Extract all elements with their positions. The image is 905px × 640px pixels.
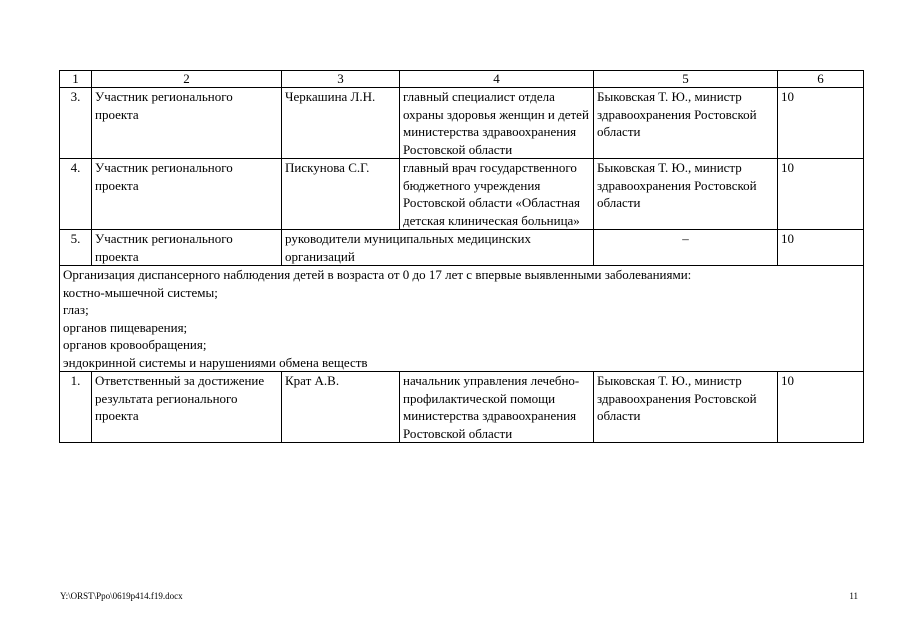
- role-cell: Участник регионального проекта: [92, 88, 282, 159]
- share-cell: 10: [778, 230, 864, 266]
- section-description: [60, 266, 864, 372]
- position-cell: начальник управления лечебно-профилактической помощи министерства здравоохранения Ростовской области: [400, 372, 594, 443]
- section-line: Организация диспансерного наблюдения детей в возраста от 0 до 17 лет с впервые выявленными заболеваниями:: [63, 267, 692, 282]
- footer-file-path: Y:\ORST\Ppo\0619p414.f19.docx: [60, 591, 183, 601]
- name-position-cell: руководители муниципальных медицинских организаций: [282, 230, 594, 266]
- role-cell: Участник регионального проекта: [92, 159, 282, 230]
- header-cell: 4: [400, 71, 594, 88]
- table-row: [60, 230, 864, 266]
- supervisor-cell: Быковская Т. Ю., министр здравоохранения Ростовской области: [594, 88, 778, 159]
- header-cell: 2: [92, 71, 282, 88]
- supervisor-cell: Быковская Т. Ю., министр здравоохранения Ростовской области: [594, 159, 778, 230]
- table-row: [60, 372, 864, 443]
- section-line: органов пищеварения;: [63, 319, 188, 335]
- supervisor-cell: Быковская Т. Ю., министр здравоохранения Ростовской области: [594, 372, 778, 443]
- header-cell: 3: [282, 71, 400, 88]
- position-cell: главный врач государственного бюджетного учреждения Ростовской области «Областная детская клиническая больница»: [400, 159, 594, 230]
- section-line: костно-мышечной системы;: [63, 284, 218, 300]
- header-cell: 5: [594, 71, 778, 88]
- role-cell: Участник регионального проекта: [92, 230, 282, 266]
- row-number: 4.: [60, 159, 92, 230]
- participants-table: [59, 70, 864, 443]
- name-cell: Черкашина Л.Н.: [282, 88, 400, 159]
- header-cell: 1: [60, 71, 92, 88]
- table-row: [60, 88, 864, 159]
- row-number: 1.: [60, 372, 92, 443]
- role-cell: Ответственный за достижение результата регионального проекта: [92, 372, 282, 443]
- share-cell: 10: [778, 159, 864, 230]
- position-cell: главный специалист отдела охраны здоровья женщин и детей министерства здравоохранения Ростовской области: [400, 88, 594, 159]
- section-header-row: [60, 266, 864, 372]
- row-number: 3.: [60, 88, 92, 159]
- table-header-row: [60, 71, 864, 88]
- section-line: глаз;: [63, 302, 89, 317]
- name-cell: Пискунова С.Г.: [282, 159, 400, 230]
- supervisor-cell: –: [594, 230, 778, 266]
- header-cell: 6: [778, 71, 864, 88]
- table-row: [60, 159, 864, 230]
- page-number: 11: [849, 591, 858, 601]
- row-number: 5.: [60, 230, 92, 266]
- section-line: органов кровообращения;: [63, 337, 207, 352]
- share-cell: 10: [778, 88, 864, 159]
- name-cell: Крат А.В.: [282, 372, 400, 443]
- share-cell: 10: [778, 372, 864, 443]
- section-line: эндокринной системы и нарушениями обмена веществ: [63, 354, 368, 370]
